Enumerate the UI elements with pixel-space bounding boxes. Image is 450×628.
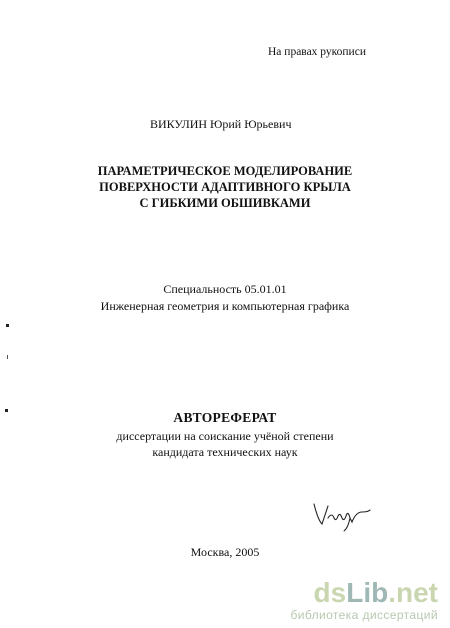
specialty-block bbox=[60, 281, 390, 315]
abstract-line-2: кандидата технических наук bbox=[152, 445, 298, 459]
watermark-logo bbox=[238, 578, 438, 622]
abstract-heading: АВТОРЕФЕРАТ bbox=[173, 410, 277, 425]
title-line: С ГИБКИМИ ОБШИВКАМИ bbox=[139, 196, 311, 210]
watermark-tagline: библиотека диссертаций bbox=[290, 608, 438, 622]
rights-note: На правах рукописи bbox=[268, 46, 366, 58]
scan-speck bbox=[6, 324, 9, 327]
author-name: ВИКУЛИН Юрий Юрьевич bbox=[150, 117, 292, 131]
title-line: ПОВЕРХНОСТИ АДАПТИВНОГО КРЫЛА bbox=[99, 180, 351, 194]
city-year: Москва, 2005 bbox=[190, 545, 260, 559]
scan-speck bbox=[5, 409, 8, 412]
specialty-name: Инженерная геометрия и компьютерная графика bbox=[100, 299, 350, 313]
title-line: ПАРАМЕТРИЧЕСКОЕ МОДЕЛИРОВАНИЕ bbox=[97, 164, 353, 178]
dissertation-title bbox=[60, 163, 390, 211]
handwritten-signature bbox=[312, 498, 372, 532]
abstract-line-1: диссертации на соискание учёной степени bbox=[116, 429, 334, 443]
abstract-subtitle bbox=[60, 428, 390, 460]
specialty-code: Специальность 05.01.01 bbox=[163, 282, 287, 296]
watermark-wordmark: dsLib.net bbox=[313, 577, 438, 608]
scan-speck bbox=[7, 355, 8, 359]
